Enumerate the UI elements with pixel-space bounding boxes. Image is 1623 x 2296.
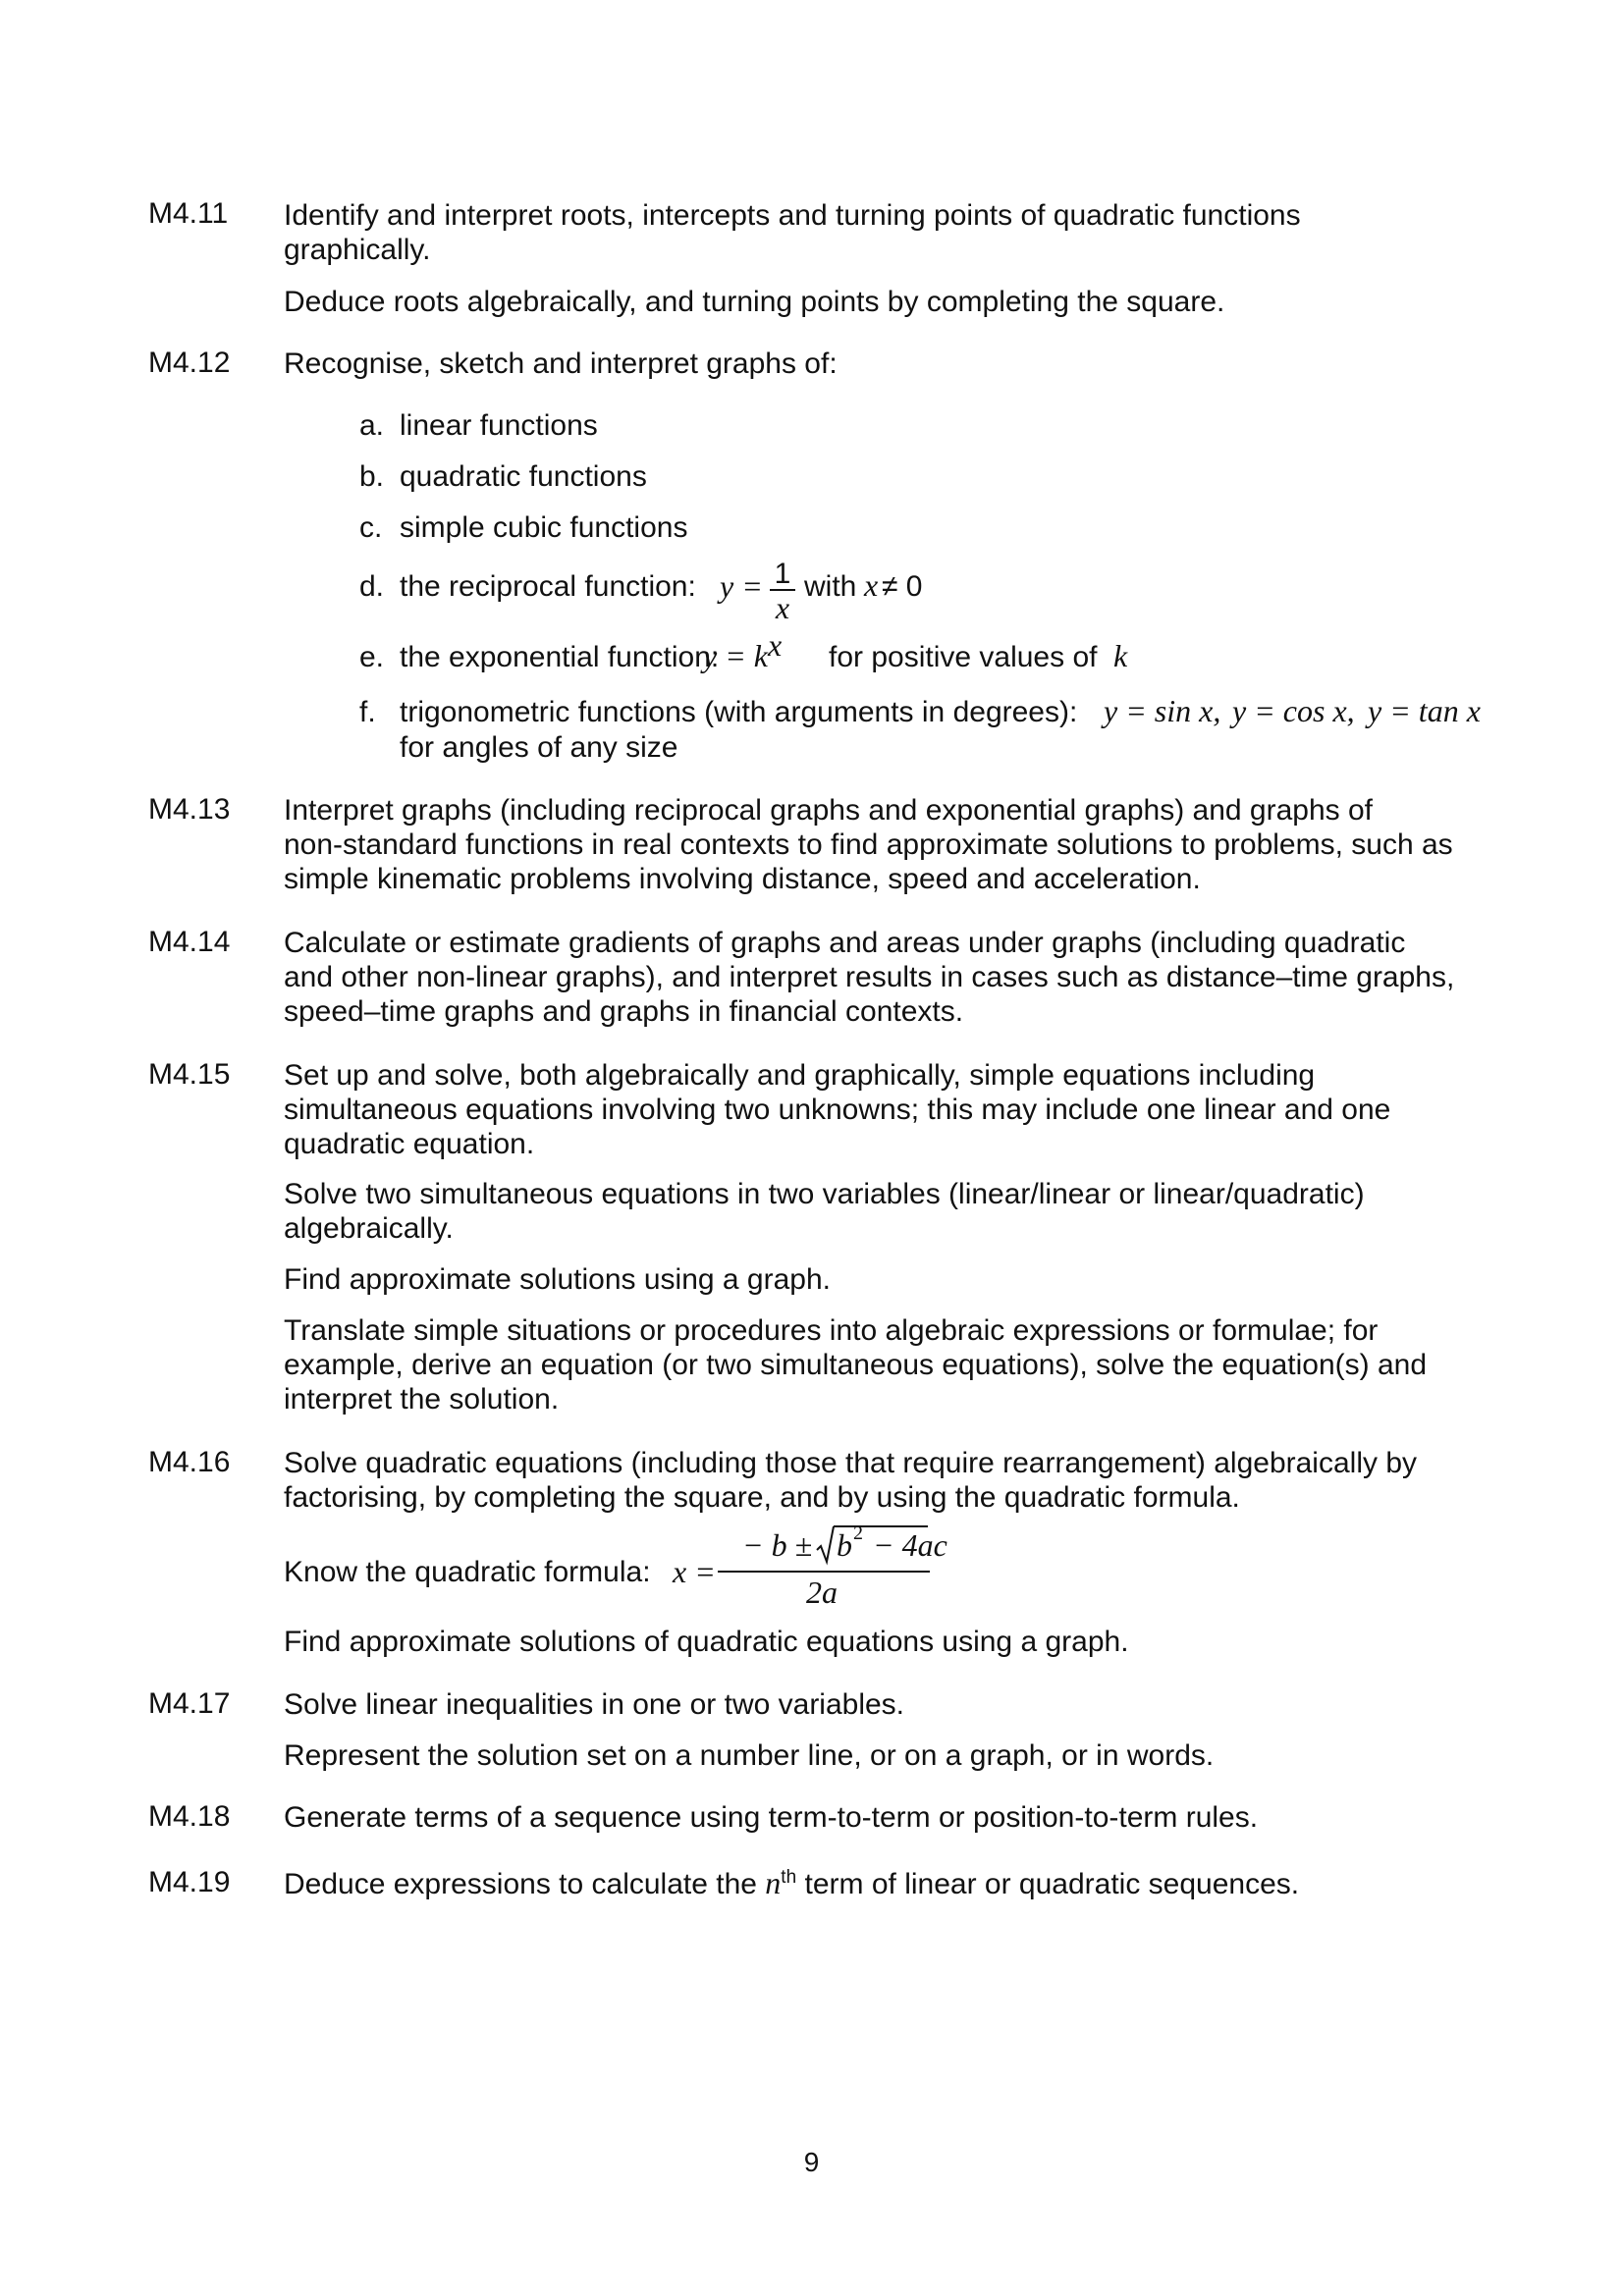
formula-denominator: 2a [806,1575,838,1610]
section-text: Calculate or estimate gradients of graphs and areas under graphs (including quadratic [284,927,1406,959]
section-text: interpret the solution. [284,1383,560,1415]
section-text: Generate terms of a sequence using term-to-term or position-to-term rules. [284,1801,1259,1834]
section-ref: M4.19 [148,1866,231,1898]
list-item-letter: e. [359,641,385,673]
section-ref: M4.13 [148,793,231,826]
exponential-power: x [768,627,783,663]
section-text: Solve quadratic equations (including those that require rearrangement) algebraically by [284,1447,1418,1479]
exponential-equation [703,627,783,674]
quadratic-formula-fraction [718,1522,947,1611]
section-text: Find approximate solutions using a graph. [284,1263,831,1296]
square-root-sign [816,1524,836,1566]
trig-equation-sin: y = sin x, [1104,693,1221,728]
quadratic-formula-lhs: x = [673,1554,716,1589]
section-text: Set up and solve, both algebraically and graphically, simple equations including [284,1059,1316,1092]
section-text: factorising, by completing the square, and by using the quadratic formula. [284,1481,1240,1514]
section-text: non-standard functions in real contexts to find approximate solutions to problems, such as [284,828,1453,861]
section-ref: M4.12 [148,347,231,379]
radicand-rest: − 4ac [873,1527,947,1563]
list-item-text: ≠ 0 [882,570,923,603]
section-text: speed–time graphs and graphs in financial contexts. [284,995,964,1028]
section-text: Solve linear inequalities in one or two variables. [284,1688,905,1721]
section-text [284,1866,1299,1901]
list-item-letter: a. [359,409,385,442]
trig-equation-tan: y = tan x [1368,693,1481,728]
nth-term-text-start: Deduce expressions to calculate the [284,1868,757,1900]
section-text: Deduce roots algebraically, and turning points by completing the square. [284,286,1225,318]
list-item-text: for positive values of [829,641,1098,673]
section-text: algebraically. [284,1212,454,1245]
list-item-text: quadratic functions [400,460,647,493]
fraction-numerator: 1 [774,558,791,590]
exponential-base: y = k [703,638,768,673]
section-ref: M4.11 [148,197,229,230]
math-variable: x [864,567,879,603]
section-text: graphically. [284,234,431,266]
section-text: quadratic equation. [284,1128,535,1160]
list-item-text: linear functions [400,409,598,442]
reciprocal-fraction [770,560,795,624]
trig-equation-cos: y = cos x, [1232,693,1355,728]
section-ref: M4.16 [148,1446,231,1478]
fraction-denominator: x [775,590,790,625]
list-item-text: for angles of any size [400,731,678,764]
section-text: Translate simple situations or procedures into algebraic expressions or formulae; for [284,1314,1379,1347]
section-ref: M4.15 [148,1058,231,1091]
radicand-exponent: 2 [853,1522,863,1544]
section-text: Find approximate solutions of quadratic equations using a graph. [284,1626,1129,1658]
list-item-letter: f. [359,696,376,728]
section-text: Interpret graphs (including reciprocal graphs and exponential graphs) and graphs of [284,794,1374,827]
list-item-letter: b. [359,460,385,493]
reciprocal-equation-lhs: y = [720,568,763,604]
page-number: 9 [803,2147,820,2177]
section-text: simultaneous equations involving two unknowns; this may include one linear and one [284,1094,1391,1126]
list-item-text: the reciprocal function: [400,570,696,603]
fraction-bar [718,1571,930,1573]
list-item-text: simple cubic functions [400,511,688,544]
math-variable: k [1113,638,1128,673]
section-text: Recognise, sketch and interpret graphs of: [284,347,838,380]
list-item-text: the exponential function: [400,641,720,673]
radicand-base: b [837,1527,852,1563]
section-ref: M4.14 [148,926,231,958]
section-text: and other non-linear graphs), and interpret results in cases such as distance–time graphs, [284,961,1455,993]
nth-term-text-end: term of linear or quadratic sequences. [804,1868,1300,1900]
nth-term-superscript: th [781,1867,797,1888]
section-ref: M4.18 [148,1800,231,1833]
list-item-letter: c. [359,511,383,544]
section-text: Identify and interpret roots, intercepts and turning points of quadratic functions [284,199,1301,232]
list-item-text: trigonometric functions (with arguments in degrees): [400,696,1078,728]
list-item-text: with [804,570,857,603]
section-text: Represent the solution set on a number line, or on a graph, or in words. [284,1739,1215,1772]
section-text: simple kinematic problems involving distance, speed and acceleration. [284,863,1201,895]
section-ref: M4.17 [148,1687,231,1720]
quadratic-formula-label: Know the quadratic formula: [284,1556,651,1588]
nth-term-variable: n [765,1865,782,1900]
list-item-letter: d. [359,570,385,603]
section-text: example, derive an equation (or two simultaneous equations), solve the equation(s) and [284,1349,1428,1381]
section-text: Solve two simultaneous equations in two variables (linear/linear or linear/quadratic) [284,1178,1365,1210]
formula-numerator-prefix: − b ± [742,1527,813,1563]
